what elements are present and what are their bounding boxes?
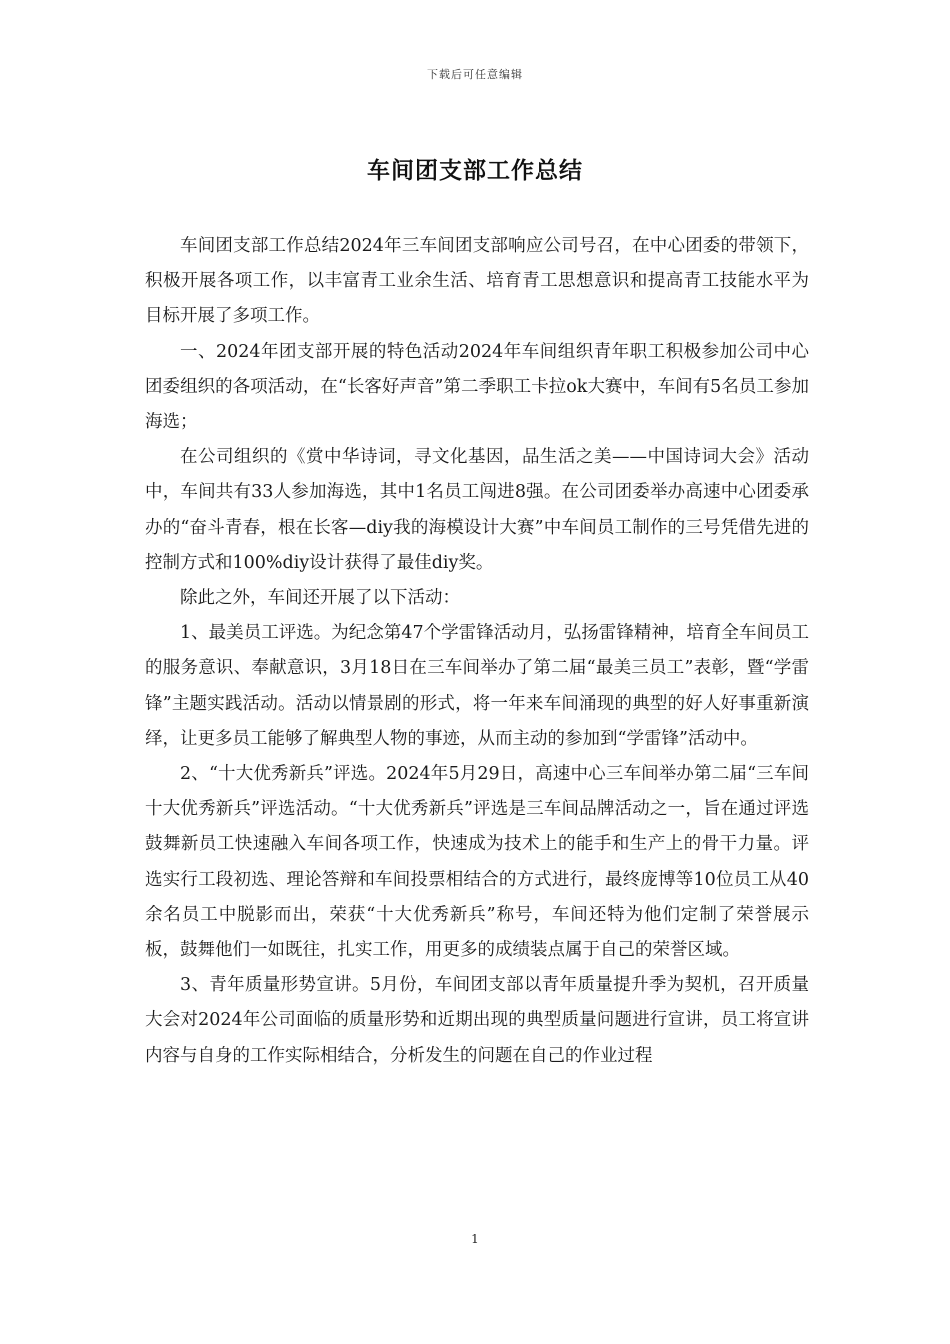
header-note: 下载后可任意编辑 [427,68,523,81]
document-title: 车间团支部工作总结 [367,158,583,184]
paragraph-other-activities: 除此之外，车间还开展了以下活动： [180,588,460,609]
document-body [145,229,809,1074]
paragraph-quality-briefing: 3、青年质量形势宣讲。5月份，车间团支部以青年质量提升季为契机，召开质量大会对2024年公司面临的质量形势和近期出现的典型质量问题进行宣讲，员工将宣讲内容与自身的工作实际相结合，分析发生的问题在自己的作业过程 [145,975,809,1066]
page-number: 1 [471,1232,479,1246]
paragraph-top-ten-recruits: 2、“十大优秀新兵”评选。2024年5月29日，高速中心三车间举办第二届“三车间十大优秀新兵”评选活动。“十大优秀新兵”评选是三车间品牌活动之一，旨在通过评选鼓舞新员工快速融入车间各项工作，快速成为技术上的能手和生产上的骨干力量。评选实行工段初选、理论答辩和车间投票相结合的方式进行，最终庞博等10位员工从40余名员工中脱影而出，荣获“十大优秀新兵”称号，车间还特为他们定制了荣誉展示板，鼓舞他们一如既往，扎实工作，用更多的成绩装点属于自己的荣誉区域。 [145,764,809,961]
paragraph-best-employee: 1、最美员工评选。为纪念第47个学雷锋活动月，弘扬雷锋精神，培育全车间员工的服务意识、奉献意识，3月18日在三车间举办了第二届“最美三员工”表彰，暨“学雷锋”主题实践活动。活动以情景剧的形式，将一年来车间涌现的典型的好人好事重新演绎，让更多员工能够了解典型人物的事迹，从而主动的参加到“学雷锋”活动中。 [145,623,809,749]
paragraph-intro: 车间团支部工作总结2024年三车间团支部响应公司号召，在中心团委的带领下，积极开展各项工作，以丰富青工业余生活、培育青工思想意识和提高青工技能水平为目标开展了多项工作。 [145,236,809,327]
paragraph-poetry-contest: 在公司组织的《赏中华诗词，寻文化基因，品生活之美——中国诗词大会》活动中，车间共有33人参加海选，其中1名员工闯进8强。在公司团委举办高速中心团委承办的“奋斗青春，根在长客—diy我的海模设计大赛”中车间员工制作的三号凭借先进的控制方式和100%diy设计获得了最佳diy奖。 [145,447,809,573]
paragraph-section-one: 一、2024年团支部开展的特色活动2024年车间组织青年职工积极参加公司中心团委组织的各项活动，在“长客好声音”第二季职工卡拉ok大赛中，车间有5名员工参加海选； [145,341,809,433]
